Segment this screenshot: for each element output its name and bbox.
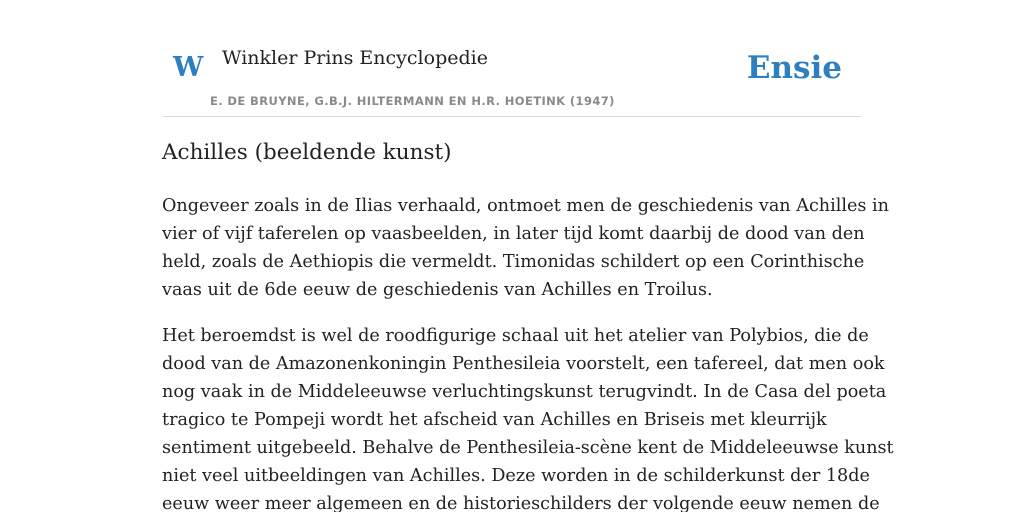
publication-logo[interactable]: W <box>173 52 204 83</box>
paragraph-line: dood van de Amazonenkoningin Penthesileia voorstelt, een tafereel, dat men ook <box>162 354 885 374</box>
paragraph-line: sentiment uitgebeeld. Behalve de Penthesileia-scène kent de Middeleeuwse kunst <box>162 438 894 458</box>
paragraph-line: vaas uit de 6de eeuw de geschiedenis van Achilles en Troilus. <box>162 280 713 300</box>
paragraph-line: eeuw weer meer algemeen en de historieschilders der volgende eeuw nemen de <box>162 494 880 512</box>
publication-authors: E. DE BRUYNE, G.B.J. HILTERMANN EN H.R. HOETINK (1947) <box>210 94 615 108</box>
paragraph-line: tragico te Pompeji wordt het afscheid van Achilles en Briseis met kleurrijk <box>162 410 827 430</box>
site-header <box>162 40 862 117</box>
article-paragraph <box>162 192 889 304</box>
paragraph-line: niet veel uitbeeldingen van Achilles. Deze worden in de schilderkunst der 18de <box>162 466 870 486</box>
article-body <box>162 192 894 512</box>
publication-title[interactable]: Winkler Prins Encyclopedie <box>222 47 488 69</box>
ensie-logo[interactable]: Ensie <box>746 50 842 86</box>
paragraph-line: nog vaak in de Middeleeuwse verluchtingskunst terugvindt. In de Casa del poeta <box>162 382 887 402</box>
paragraph-line: Het beroemdst is wel de roodfigurige schaal uit het atelier van Polybios, die de <box>162 326 869 346</box>
paragraph-line: vier of vijf taferelen op vaasbeelden, in later tijd komt daarbij de dood van den <box>162 224 865 244</box>
article-title: Achilles (beeldende kunst) <box>162 140 452 165</box>
article-paragraph <box>162 322 894 512</box>
paragraph-line: held, zoals de Aethiopis die vermeldt. Timonidas schildert op een Corinthische <box>162 252 865 272</box>
paragraph-line: Ongeveer zoals in de Ilias verhaald, ontmoet men de geschiedenis van Achilles in <box>162 196 889 216</box>
